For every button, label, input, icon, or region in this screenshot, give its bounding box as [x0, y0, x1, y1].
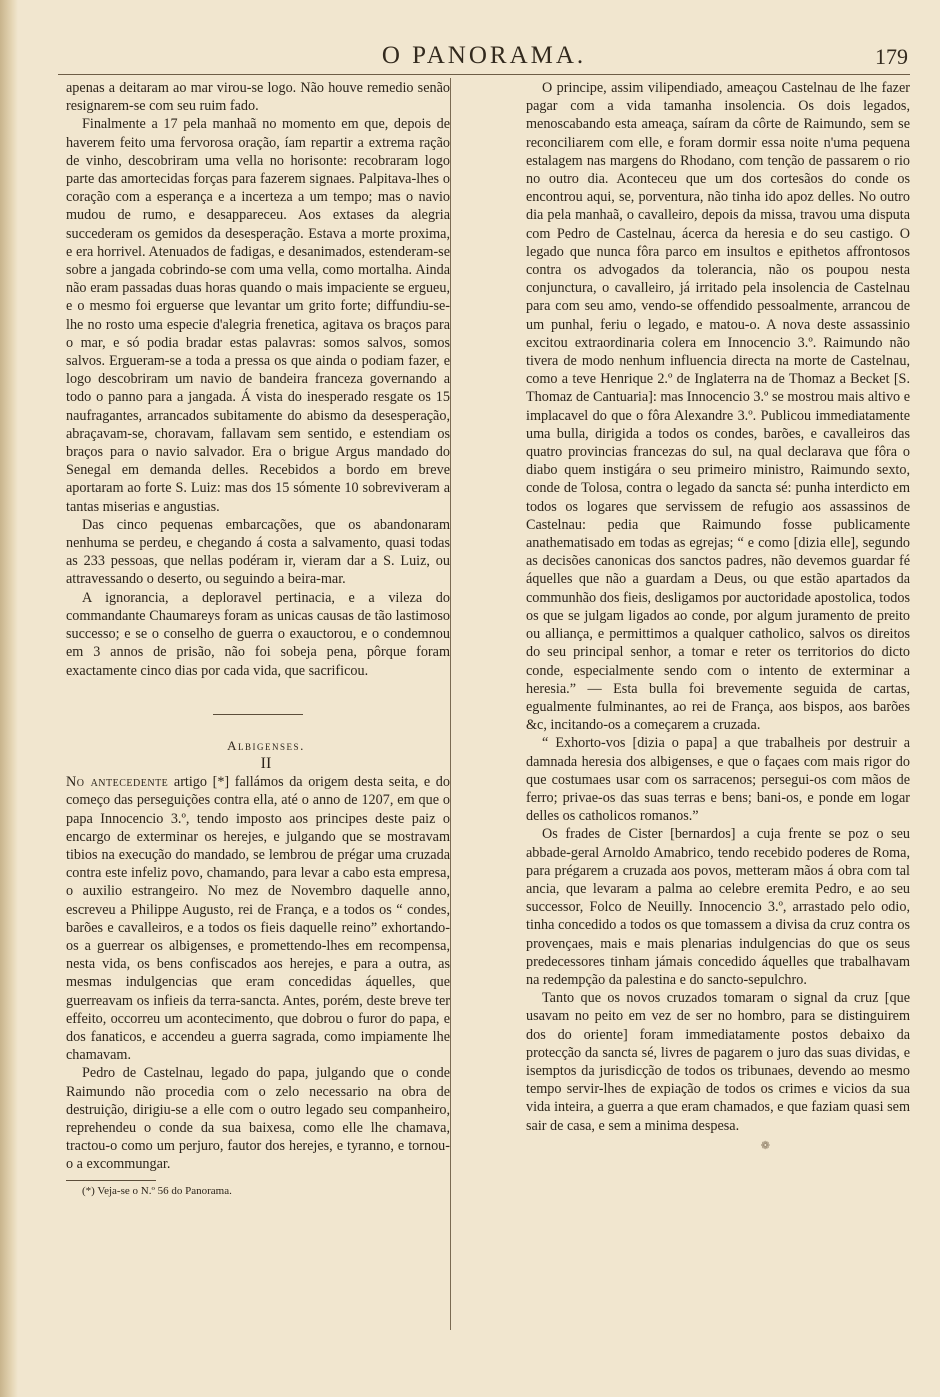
paragraph: Os frades de Cister [bernardos] a cuja frente se poz o seu abbade-geral Arnoldo Amabrico, tendo recebido poderes de Roma, para prégarem a cruzada aos povos, metteram mãos á obra com tal ancia, que levaram a palma ao celebre eremita Pedro, e ao seu successor, Folco de Neuilly. Innocencio 3.º, arrastado pelo odio, tinha concedido a todos os que tomassem a divisa da cruz contra os provençaes, mais e mais plenarias indulgencias do que os seus predecessores tinham jámais concedido áquelles que trabalhavam na redempção da palestina e do sancto-sepulchro. [526, 826, 910, 988]
footnote: (*) Veja-se o N.º 56 do Panorama. [82, 1184, 232, 1197]
section-title: Albigenses. [227, 737, 305, 753]
paragraph [66, 773, 450, 1064]
paragraph: O principe, assim vilipendiado, ameaçou Castelnau de lhe fazer pagar com a vida tamanha insolencia. Os dois legados, menoscabando esta ameaça, saíram da côrte de Raimundo, sem se reconciliarem com elle, e foram dormir essa noite n'uma pequena estalagem nas margens do Rhodano, com tenção de passarem o rio no outro dia. Aconteceu que um dos cortesãos do conde os encontrou aqui, se, porventura, não tinha ido apoz delles. No outro dia pela manhaã, o cavalleiro, depois da missa, travou uma disputa com Pedro de Castelnau, ácerca da heresia e do seu castigo. O legado que nunca fôra parco em insultos e epithetos affrontosos contra os advogados da tolerancia, não os poupou nesta conjunctura, o cavalleiro, já irritado pela insolencia de Castelnau para com seu amo, vendo-se offendido pessoalmente, arrancou de um punhal, feriu o legado, e matou-o. A nova deste assassinio excitou extraordinaria colera em Innocencio 3.º. Raimundo não tivera de modo nenhum influencia directa na morte de Castelnau, como a teve Henrique 2.º de Inglaterra na de Thomaz a Becket [S. Thomaz de Cantuaria]: mas Innocencio 3.º se mostrou mais altivo e implacavel do que o fôra Alexandre 3.º. Publicou immediatamente uma bulla, dirigida a todos os condes, barões, e cavalleiros das quatro provincias francezas do sul, na qual declarava que fôra o diabo quem instigára o seu primeiro ministro, Raimundo sexto, conde de Tolosa, contra o legado da sancta sé: punha interdicto em todos os logares que servissem de refugio aos assassinos de Castelnau: pedia que Raimundo fosse publicamente anathematisado em todas as egrejas; “ e como [dizia elle], segundo as decisões canonicas dos sanctos padres, não devemos guardar fé áquelles que não a guardam a Deus, ou que estão apartados da communhão dos fieis, desligamos por auctoridade apostolica, todos os que se julgam ligados ao conde, por algum juramento de preito ou alliança, e permittimos a qualquer catholico, salvos os direitos do seu principal senhor, a tomar e reter os territorios do dicto conde, especialmente sendo com o intento de exterminar a heresia.” — Esta bulla foi brevemente seguida de cartas, egualmente fulminantes, ao rei de França, aos bispos, aos barões &c, incitando-os a começarem a cruzada. [526, 80, 910, 734]
text-columns [58, 79, 910, 1198]
page-binding-edge [0, 0, 18, 1397]
page-title: O PANORAMA. [381, 42, 587, 69]
footnote-divider [66, 1180, 156, 1181]
paragraph: Finalmente a 17 pela manhaã no momento em que, depois de haverem feito uma fervorosa oração, íam repartir a extrema ração de vinho, descobriram uma vella no horisonte: recobraram logo parte das amortecidas forças para fazerem signaes. Palpitava-lhes o coração com a esperança e a incerteza a um tempo; mas o navio mudou de rumo, e desappareceu. Aos extases da alegria succederam os gemidos da desesperação. Estava a morte proxima, e era horrivel. Atenuados de fadigas, e desanimados, estenderam-se sobre a jangada cobrindo-se com uma vella, como mortalha. Ainda não eram passadas duas horas quando o mais impaciente se ergueu, e o mesmo foi erguerse que levantar um grito forte; diffundiu-se-lhe no rosto uma especie d'alegria frenetica, agitava os braços para o mar, e só podia bradar estas palavras: somos salvos, somos salvos. Ergueram-se a toda a pressa os que ainda o podiam fazer, e logo descobriram um navio de bandeira franceza governando a todo o panno para a jangada. Á vista do inesperado resgate os 15 naufragantes, arrancados subitamente do abismo da desesperação, abraçavam-se, choravam, fallavam sem sentido, e estendiam os braços para o navio salvador. Era o brigue Argus mandado do Senegal em demanda delles. Recebidos a bordo em breve aportaram ao forte S. Luiz: mas dos 15 sómente 10 sobreviveram a tantas miserias e angustias. [66, 116, 450, 515]
section-divider [213, 714, 303, 715]
right-column [526, 79, 910, 1198]
paragraph: A ignorancia, a deploravel pertinacia, e a vileza do commandante Chaumareys foram as unicas causas de tão lastimoso successo; e se o conselho de guerra o exauctorou, e o condemnou em 3 annos de prisão, não foi sobeja pena, pôrque foram exactamente cinco dias por cada vida, que sacrificou. [66, 589, 450, 679]
paragraph: Tanto que os novos cruzados tomaram o signal da cruz [que usavam no peito em vez de ser no hombro, para se distinguirem dos do oriente] foram immediatamente postos debaixo da protecção da sancta sé, livres de pagarem o juro das suas dividas, e isemptos da jurisdicção de todos os tribunaes, devendo ao mesmo tempo servir-lhes de expiação de todos os crimes e vicios da sua vida inteira, a guerra a que eram chamados, e que faziam quasi sem sair de casa, e sem a minima despesa. [526, 990, 910, 1134]
left-column [58, 79, 450, 1198]
newspaper-page [58, 40, 910, 1370]
paragraph: apenas a deitaram ao mar virou-se logo. Não houve remedio senão resignarem-se com seu ruim fado. [66, 80, 450, 115]
column-divider [450, 78, 451, 1330]
section-number: II [260, 754, 272, 772]
page-number: 179 [875, 44, 908, 69]
paragraph: “ Exhorto-vos [dizia o papa] a que trabalheis por destruir a damnada heresia dos albigenses, e que o façaes com mais rigor do que costumaes usar com os sarracenos; persegui-os com mãos de ferro; privae-os das suas terras e bens; bani-os, e ponde em logar delles os catholicos romanos.” [526, 735, 910, 825]
section-lead: No antecedente [66, 774, 169, 791]
ornament-icon: ❁ [760, 1139, 770, 1152]
paragraph: Pedro de Castelnau, legado do papa, julgando que o conde Raimundo não procedia com o zelo necessario na obra de destruição, dirigiu-se a elle com o outro legado seu companheiro, reprehendeu o conde da sua baixesa, como elle lhe chamava, tractou-o como um perjuro, fautor dos herejes, e tyranno, e tornou-o a excommungar. [66, 1065, 450, 1173]
paragraph: Das cinco pequenas embarcações, que os abandonaram nenhuma se perdeu, e chegando á costa a salvamento, quasi todas as 233 pessoas, que nellas podéram ir, vieram dar a S. Luiz, ou attravessando o deserto, ou seguindo a beira-mar. [66, 516, 450, 588]
running-header [58, 40, 910, 75]
paragraph-text: artigo [*] fallámos da origem desta seita, e do começo das perseguições contra ella, até o anno de 1207, em que o papa Innocencio 3.º, tendo imposto aos principes deste paiz o encargo de exterminar os herejes, e julgando que se mostravam tibios na execução do mandado, se lembrou de prégar uma cruzada contra este infeliz povo, chamando, para levar a cabo esta empresa, o auxilio estrangeiro. No mez de Novembro daquelle anno, escreveu a Philippe Augusto, rei de França, e a todos os “ condes, barões e cavalleiros, e a todos os fieis daquelle reino” exhortando-os a guerrear os albigenses, e promettendo-lhes em recompensa, nesta vida, os bens confiscados aos herejes, e para a outra, as mesmas indulgencias que eram concedidas áquelles, que guerreavam os infieis da terra-sancta. Antes, porém, deste breve ter effeito, occorreu um acontecimento, que dobrou o furor do papa, e dos fanaticos, e accendeu a guerra sagrada, como impiamente lhe chamavam. [66, 774, 450, 1064]
